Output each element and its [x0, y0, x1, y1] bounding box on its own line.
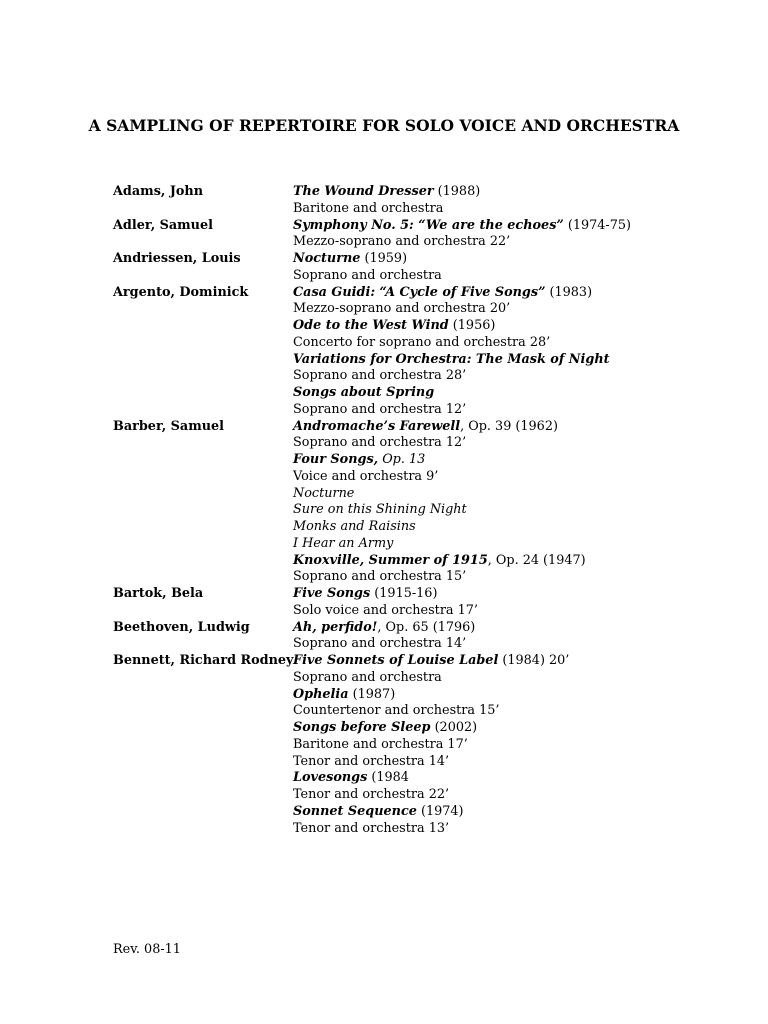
- work-entry: [293, 335, 550, 352]
- scoring-text: Solo voice and orchestra 17’: [293, 602, 478, 618]
- repertoire-row: [0, 569, 768, 586]
- work-title: Nocturne: [293, 251, 361, 266]
- scoring-text: Countertenor and orchestra 15’: [293, 703, 500, 719]
- work-entry: [293, 502, 467, 519]
- repertoire-row: [0, 536, 768, 553]
- scoring-text: Tenor and orchestra 22’: [293, 787, 450, 802]
- work-entry: [293, 452, 425, 469]
- work-title: Songs before Sleep: [293, 720, 431, 735]
- work-entry: [293, 201, 443, 218]
- repertoire-row: [0, 636, 768, 653]
- repertoire-row: [0, 620, 768, 637]
- work-entry: [293, 787, 449, 804]
- scoring-text: Soprano and orchestra 12’: [293, 401, 467, 417]
- scoring-text: Tenor and orchestra 14’: [293, 753, 450, 769]
- work-details: (1987): [348, 686, 396, 702]
- work-entry: [293, 285, 592, 302]
- work-title: Andromache’s Farewell: [293, 418, 461, 434]
- work-details: (1974-75): [563, 217, 631, 233]
- work-entry: [293, 419, 558, 436]
- scoring-text: Concerto for soprano and orchestra 28’: [293, 334, 551, 350]
- composer-name: Andriessen, Louis: [113, 251, 241, 266]
- repertoire-row: [0, 268, 768, 285]
- repertoire-row: [0, 586, 768, 603]
- composer-name: Argento, Dominick: [113, 284, 249, 300]
- work-entry: [293, 737, 468, 754]
- composer-name: Adams, John: [113, 184, 204, 199]
- repertoire-row: [0, 703, 768, 720]
- repertoire-row: [0, 285, 768, 302]
- repertoire-row: [0, 234, 768, 251]
- composer-name: Barber, Samuel: [113, 418, 225, 434]
- work-entry: [293, 770, 409, 787]
- work-entry: [293, 234, 510, 251]
- work-entry: [293, 620, 475, 637]
- work-details: Op. 13: [378, 452, 426, 467]
- repertoire-row: [0, 184, 768, 201]
- repertoire-row: [0, 251, 768, 268]
- repertoire-row: [0, 301, 768, 318]
- repertoire-row: [0, 687, 768, 704]
- scoring-text: Tenor and orchestra 13’: [293, 820, 450, 836]
- work-entry: [293, 569, 466, 586]
- repertoire-row: [0, 502, 768, 519]
- work-entry: [293, 318, 495, 335]
- repertoire-row: [0, 335, 768, 352]
- work-entry: [293, 670, 442, 687]
- work-entry: [293, 301, 510, 318]
- work-title: Knoxville, Summer of 1915: [293, 552, 488, 568]
- work-entry: [293, 687, 395, 704]
- revision-note: Rev. 08-11: [113, 942, 181, 957]
- repertoire-row: [0, 486, 768, 503]
- repertoire-row: [0, 653, 768, 670]
- work-title: Symphony No. 5: “We are the echoes”: [293, 217, 564, 233]
- work-entry: [293, 268, 442, 285]
- work-entry: [293, 402, 466, 419]
- composer-name: Bartok, Bela: [113, 586, 204, 601]
- work-details: , Op. 24 (1947): [487, 552, 586, 568]
- work-entry: [293, 603, 478, 620]
- work-entry: [293, 486, 354, 503]
- work-details: , Op. 39 (1962): [460, 418, 558, 434]
- work-entry: [293, 251, 407, 268]
- work-details: (1959): [360, 251, 408, 266]
- repertoire-row: [0, 218, 768, 235]
- composer-name: Adler, Samuel: [113, 217, 213, 233]
- scoring-text: Monks and Raisins: [293, 519, 416, 534]
- repertoire-list: [0, 184, 768, 837]
- work-entry: [293, 653, 569, 670]
- work-details: (1983): [545, 284, 593, 300]
- work-title: Casa Guidi: “A Cycle of Five Songs”: [293, 284, 546, 300]
- repertoire-row: [0, 318, 768, 335]
- scoring-text: Soprano and orchestra 28’: [293, 368, 467, 384]
- work-title: Variations for Orchestra: The Mask of Night: [293, 351, 610, 367]
- work-entry: [293, 368, 466, 385]
- work-details: (1988): [433, 184, 481, 199]
- repertoire-row: [0, 737, 768, 754]
- scoring-text: Mezzo-soprano and orchestra 22’: [293, 234, 511, 250]
- repertoire-row: [0, 787, 768, 804]
- work-entry: [293, 184, 480, 201]
- work-entry: [293, 703, 499, 720]
- repertoire-row: [0, 385, 768, 402]
- composer-name: Beethoven, Ludwig: [113, 619, 250, 635]
- work-entry: [293, 536, 393, 553]
- repertoire-row: [0, 435, 768, 452]
- work-details: (2002): [430, 720, 478, 735]
- repertoire-row: [0, 754, 768, 771]
- work-entry: [293, 754, 449, 771]
- scoring-text: Baritone and orchestra 17’: [293, 736, 468, 752]
- repertoire-row: [0, 419, 768, 436]
- work-entry: [293, 385, 434, 402]
- repertoire-row: [0, 452, 768, 469]
- work-title: Songs about Spring: [293, 385, 435, 400]
- scoring-text: Soprano and orchestra 12’: [293, 435, 467, 451]
- repertoire-row: [0, 770, 768, 787]
- repertoire-row: [0, 352, 768, 369]
- work-entry: [293, 553, 586, 570]
- scoring-text: Nocturne: [293, 485, 355, 501]
- scoring-text: Voice and orchestra 9’: [293, 468, 439, 484]
- repertoire-row: [0, 201, 768, 218]
- work-entry: [293, 636, 466, 653]
- scoring-text: Soprano and orchestra 14’: [293, 636, 467, 652]
- work-entry: [293, 435, 466, 452]
- work-entry: [293, 352, 610, 369]
- repertoire-row: [0, 670, 768, 687]
- work-entry: [293, 586, 437, 603]
- page-title: A SAMPLING OF REPERTOIRE FOR SOLO VOICE AND ORCHESTRA: [88, 116, 680, 135]
- work-entry: [293, 519, 416, 536]
- work-entry: [293, 218, 631, 235]
- work-title: Sonnet Sequence: [293, 803, 417, 819]
- work-title: Ah, perfido!: [293, 619, 378, 635]
- scoring-text: Soprano and orchestra: [293, 267, 442, 283]
- repertoire-row: [0, 402, 768, 419]
- repertoire-row: [0, 804, 768, 821]
- repertoire-row: [0, 519, 768, 536]
- work-title: Five Songs: [293, 586, 371, 601]
- work-details: , Op. 65 (1796): [377, 619, 476, 635]
- scoring-text: I Hear an Army: [293, 535, 394, 551]
- repertoire-row: [0, 553, 768, 570]
- work-details: (1956): [448, 318, 496, 333]
- composer-name: Bennett, Richard Rodney: [113, 653, 294, 668]
- work-details: (1984: [367, 770, 409, 786]
- repertoire-row: [0, 469, 768, 486]
- work-entry: [293, 821, 449, 838]
- work-entry: [293, 469, 438, 486]
- work-entry: [293, 804, 464, 821]
- scoring-text: Baritone and orchestra: [293, 200, 444, 216]
- work-title: Five Sonnets of Louise Label: [293, 653, 499, 668]
- scoring-text: Soprano and orchestra: [293, 669, 442, 685]
- repertoire-row: [0, 720, 768, 737]
- work-title: Lovesongs: [293, 770, 368, 786]
- work-title: Ode to the West Wind: [293, 318, 449, 333]
- repertoire-row: [0, 821, 768, 838]
- work-title: The Wound Dresser: [293, 184, 434, 199]
- work-details: (1974): [416, 803, 464, 819]
- work-title: Ophelia: [293, 686, 349, 702]
- work-details: (1984) 20’: [498, 653, 570, 668]
- scoring-text: Sure on this Shining Night: [293, 502, 467, 518]
- scoring-text: Mezzo-soprano and orchestra 20’: [293, 301, 511, 317]
- work-title: Four Songs,: [293, 452, 379, 467]
- work-details: (1915-16): [370, 586, 438, 601]
- scoring-text: Soprano and orchestra 15’: [293, 569, 467, 585]
- repertoire-row: [0, 368, 768, 385]
- work-entry: [293, 720, 477, 737]
- repertoire-row: [0, 603, 768, 620]
